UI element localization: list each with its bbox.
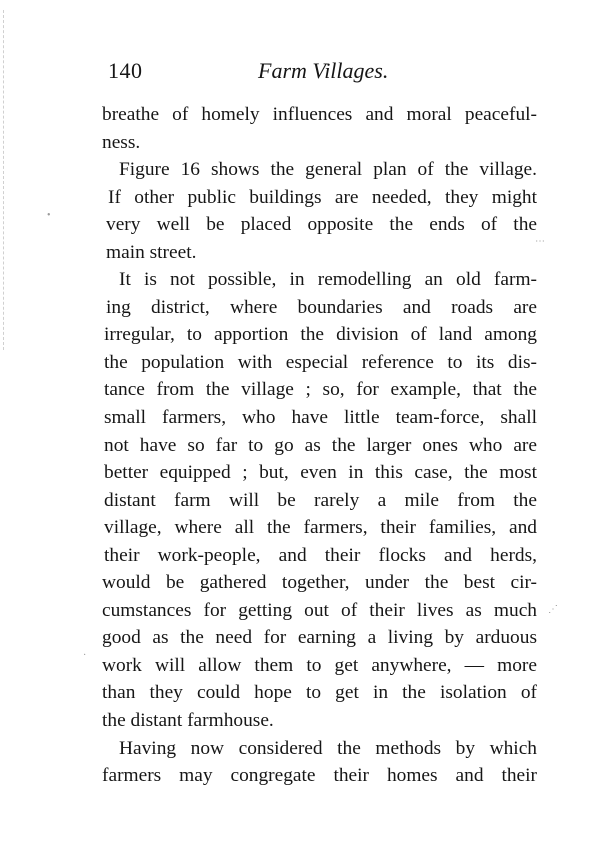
text-line: would be gathered together, under the best cir-: [102, 572, 537, 594]
text-line: distant farm will be rarely a mile from the: [104, 489, 537, 511]
text-line: ing district, where boundaries and roads are: [106, 296, 537, 318]
text-line: better equipped ; but, even in this case, the most: [104, 462, 537, 484]
text-line: than they could hope to get in the isolation of: [102, 682, 537, 704]
scan-speck: ⋯: [535, 236, 545, 247]
text-line: not have so far to go as the larger ones who are: [104, 434, 537, 456]
paragraph-first-line: Figure 16 shows the general plan of the village.: [119, 159, 537, 181]
text-line: irregular, to apportion the division of land among: [104, 324, 537, 346]
text-line: cumstances for getting out of their lives as much: [102, 599, 537, 621]
text-line: good as the need for earning a living by arduous: [102, 627, 537, 649]
paragraph-first-line: It is not possible, in remodelling an old farm-: [119, 269, 537, 291]
scan-speck: ⋰: [548, 604, 558, 615]
paragraph-first-line: Having now considered the methods by which: [119, 737, 537, 759]
text-line: main street.: [106, 241, 197, 263]
running-title: Farm Villages.: [258, 58, 389, 83]
text-line: small farmers, who have little team-force, shall: [104, 407, 537, 429]
text-line: work will allow them to get anywhere, — more: [102, 654, 537, 676]
page-header: [0, 54, 600, 90]
scan-speck: •: [47, 210, 51, 221]
scan-speck: ·: [83, 650, 87, 661]
text-line: their work-people, and their flocks and herds,: [104, 544, 537, 566]
text-line: If other public buildings are needed, they might: [108, 186, 537, 208]
body-text: [102, 101, 537, 790]
text-line: tance from the village ; so, for example, that the: [104, 379, 537, 401]
text-line: breathe of homely influences and moral peaceful-: [102, 104, 537, 125]
text-line: the distant farmhouse.: [102, 710, 274, 732]
text-line: farmers may congregate their homes and their: [102, 765, 537, 787]
text-line: very well be placed opposite the ends of the: [106, 214, 537, 236]
text-line: village, where all the farmers, their families, and: [104, 517, 537, 539]
page-number: 140: [108, 58, 143, 83]
text-line: ness.: [102, 131, 141, 153]
text-line: the population with especial reference to its dis-: [104, 351, 537, 373]
